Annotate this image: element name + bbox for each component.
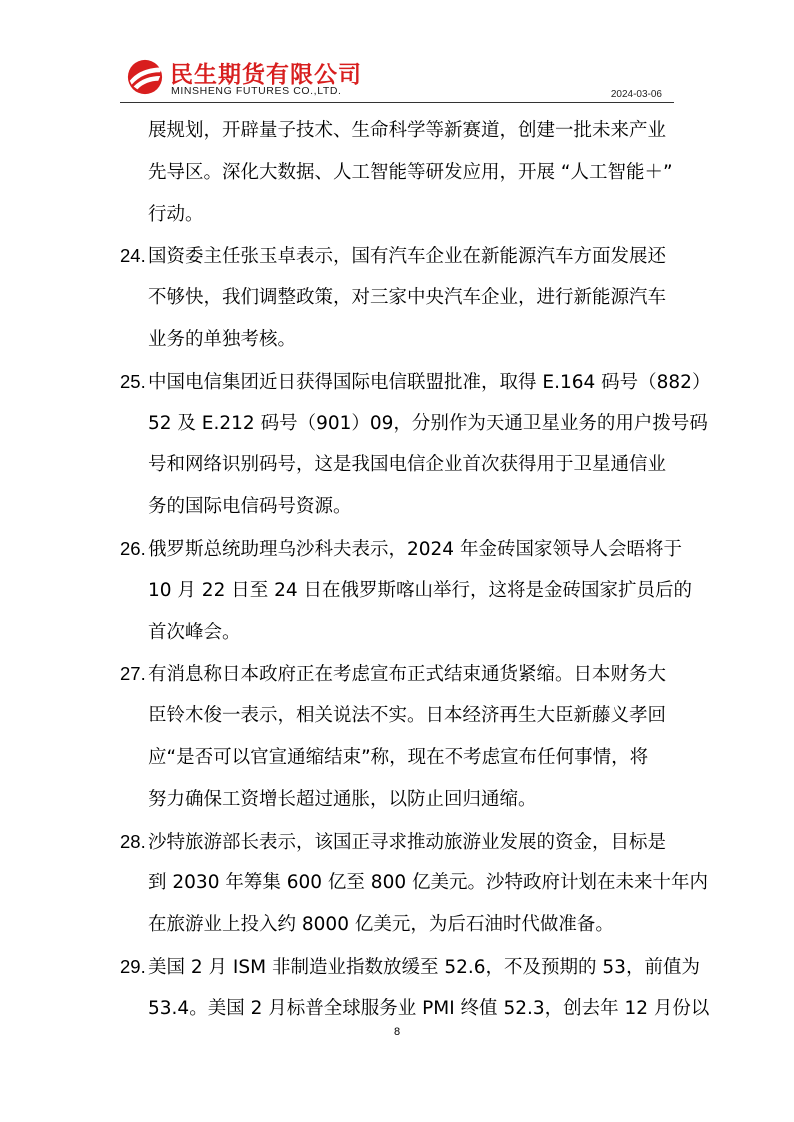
report-date: 2024-03-06 (610, 89, 662, 100)
paragraph-line: 53.4。美国 2 月标普全球服务业 PMI 终值 52.3，创去年 12 月份以 (148, 997, 710, 1019)
paragraph-line: 应“是否可以官宣通缩结束”称，现在不考虑宣布任何事情，将 (148, 746, 649, 768)
news-item-28 (120, 821, 708, 946)
paragraph-line: 中国电信集团近日获得国际电信联盟批准，取得 E.164 码号（882） (148, 371, 711, 393)
news-item-26 (120, 528, 693, 653)
paragraph-line: 不够快，我们调整政策，对三家中央汽车企业，进行新能源汽车 (148, 287, 667, 309)
item-number: 24. (120, 245, 146, 267)
paragraph-line: 首次峰会。 (148, 621, 241, 643)
news-item-27 (120, 653, 680, 820)
item-number: 28. (120, 830, 146, 852)
paragraph-line: 务的国际电信码号资源。 (148, 496, 352, 518)
header-divider (120, 102, 674, 103)
minsheng-logo-icon (126, 58, 164, 96)
company-name-cn: 民生期货有限公司 (170, 62, 362, 88)
paragraph-line: 俄罗斯总统助理乌沙科夫表示，2024 年金砖国家领导人会晤将于 (148, 538, 682, 560)
item-number: 26. (120, 537, 146, 559)
paragraph-line: 沙特旅游部长表示，该国正寻求推动旅游业发展的资金，目标是 (148, 831, 667, 853)
news-item-29 (120, 946, 710, 1030)
news-item-24 (120, 235, 680, 360)
paragraph-line: 业务的单独考核。 (148, 328, 297, 350)
paragraph-line: 先导区。深化大数据、人工智能等研发应用，开展 “人工智能＋” (148, 161, 673, 183)
paragraph-line: 有消息称日本政府正在考虑宣布正式结束通货紧缩。日本财务大 (148, 664, 667, 686)
item-number: 25. (120, 370, 146, 392)
paragraph-line: 展规划，开辟量子技术、生命科学等新赛道，创建一批未来产业 (148, 120, 667, 141)
paragraph-line: 臣铃木俊一表示，相关说法不实。日本经济再生大臣新藤义孝回 (148, 705, 667, 727)
paragraph-line: 52 及 E.212 码号（901）09，分别作为天通卫星业务的用户拨号码 (148, 412, 708, 434)
news-item-25 (120, 361, 711, 528)
company-name-en: MINSHENG FUTURES CO.,LTD. (171, 85, 342, 97)
paragraph-line: 号和网络识别码号，这是我国电信企业首次获得用于卫星通信业 (148, 454, 667, 476)
page-number: 8 (393, 1026, 401, 1038)
paragraph-line: 到 2030 年筹集 600 亿至 800 亿美元。沙特政府计划在未来十年内 (148, 872, 708, 894)
item-number: 27. (120, 663, 146, 685)
paragraph-line: 10 月 22 日至 24 日在俄罗斯喀山举行，这将是金砖国家扩员后的 (148, 579, 693, 601)
document-body (120, 110, 711, 1030)
item-number: 29. (120, 955, 146, 977)
paragraph-line: 在旅游业上投入约 8000 亿美元，为后石油时代做准备。 (148, 914, 614, 936)
page-header (120, 52, 674, 102)
paragraph-line: 行动。 (148, 203, 204, 225)
paragraph-line: 努力确保工资增长超过通胀，以防止回归通缩。 (148, 788, 537, 810)
paragraph-line: 美国 2 月 ISM 非制造业指数放缓至 52.6，不及预期的 53，前值为 (148, 956, 700, 978)
paragraph-line: 国资委主任张玉卓表示，国有汽车企业在新能源汽车方面发展还 (148, 246, 667, 268)
